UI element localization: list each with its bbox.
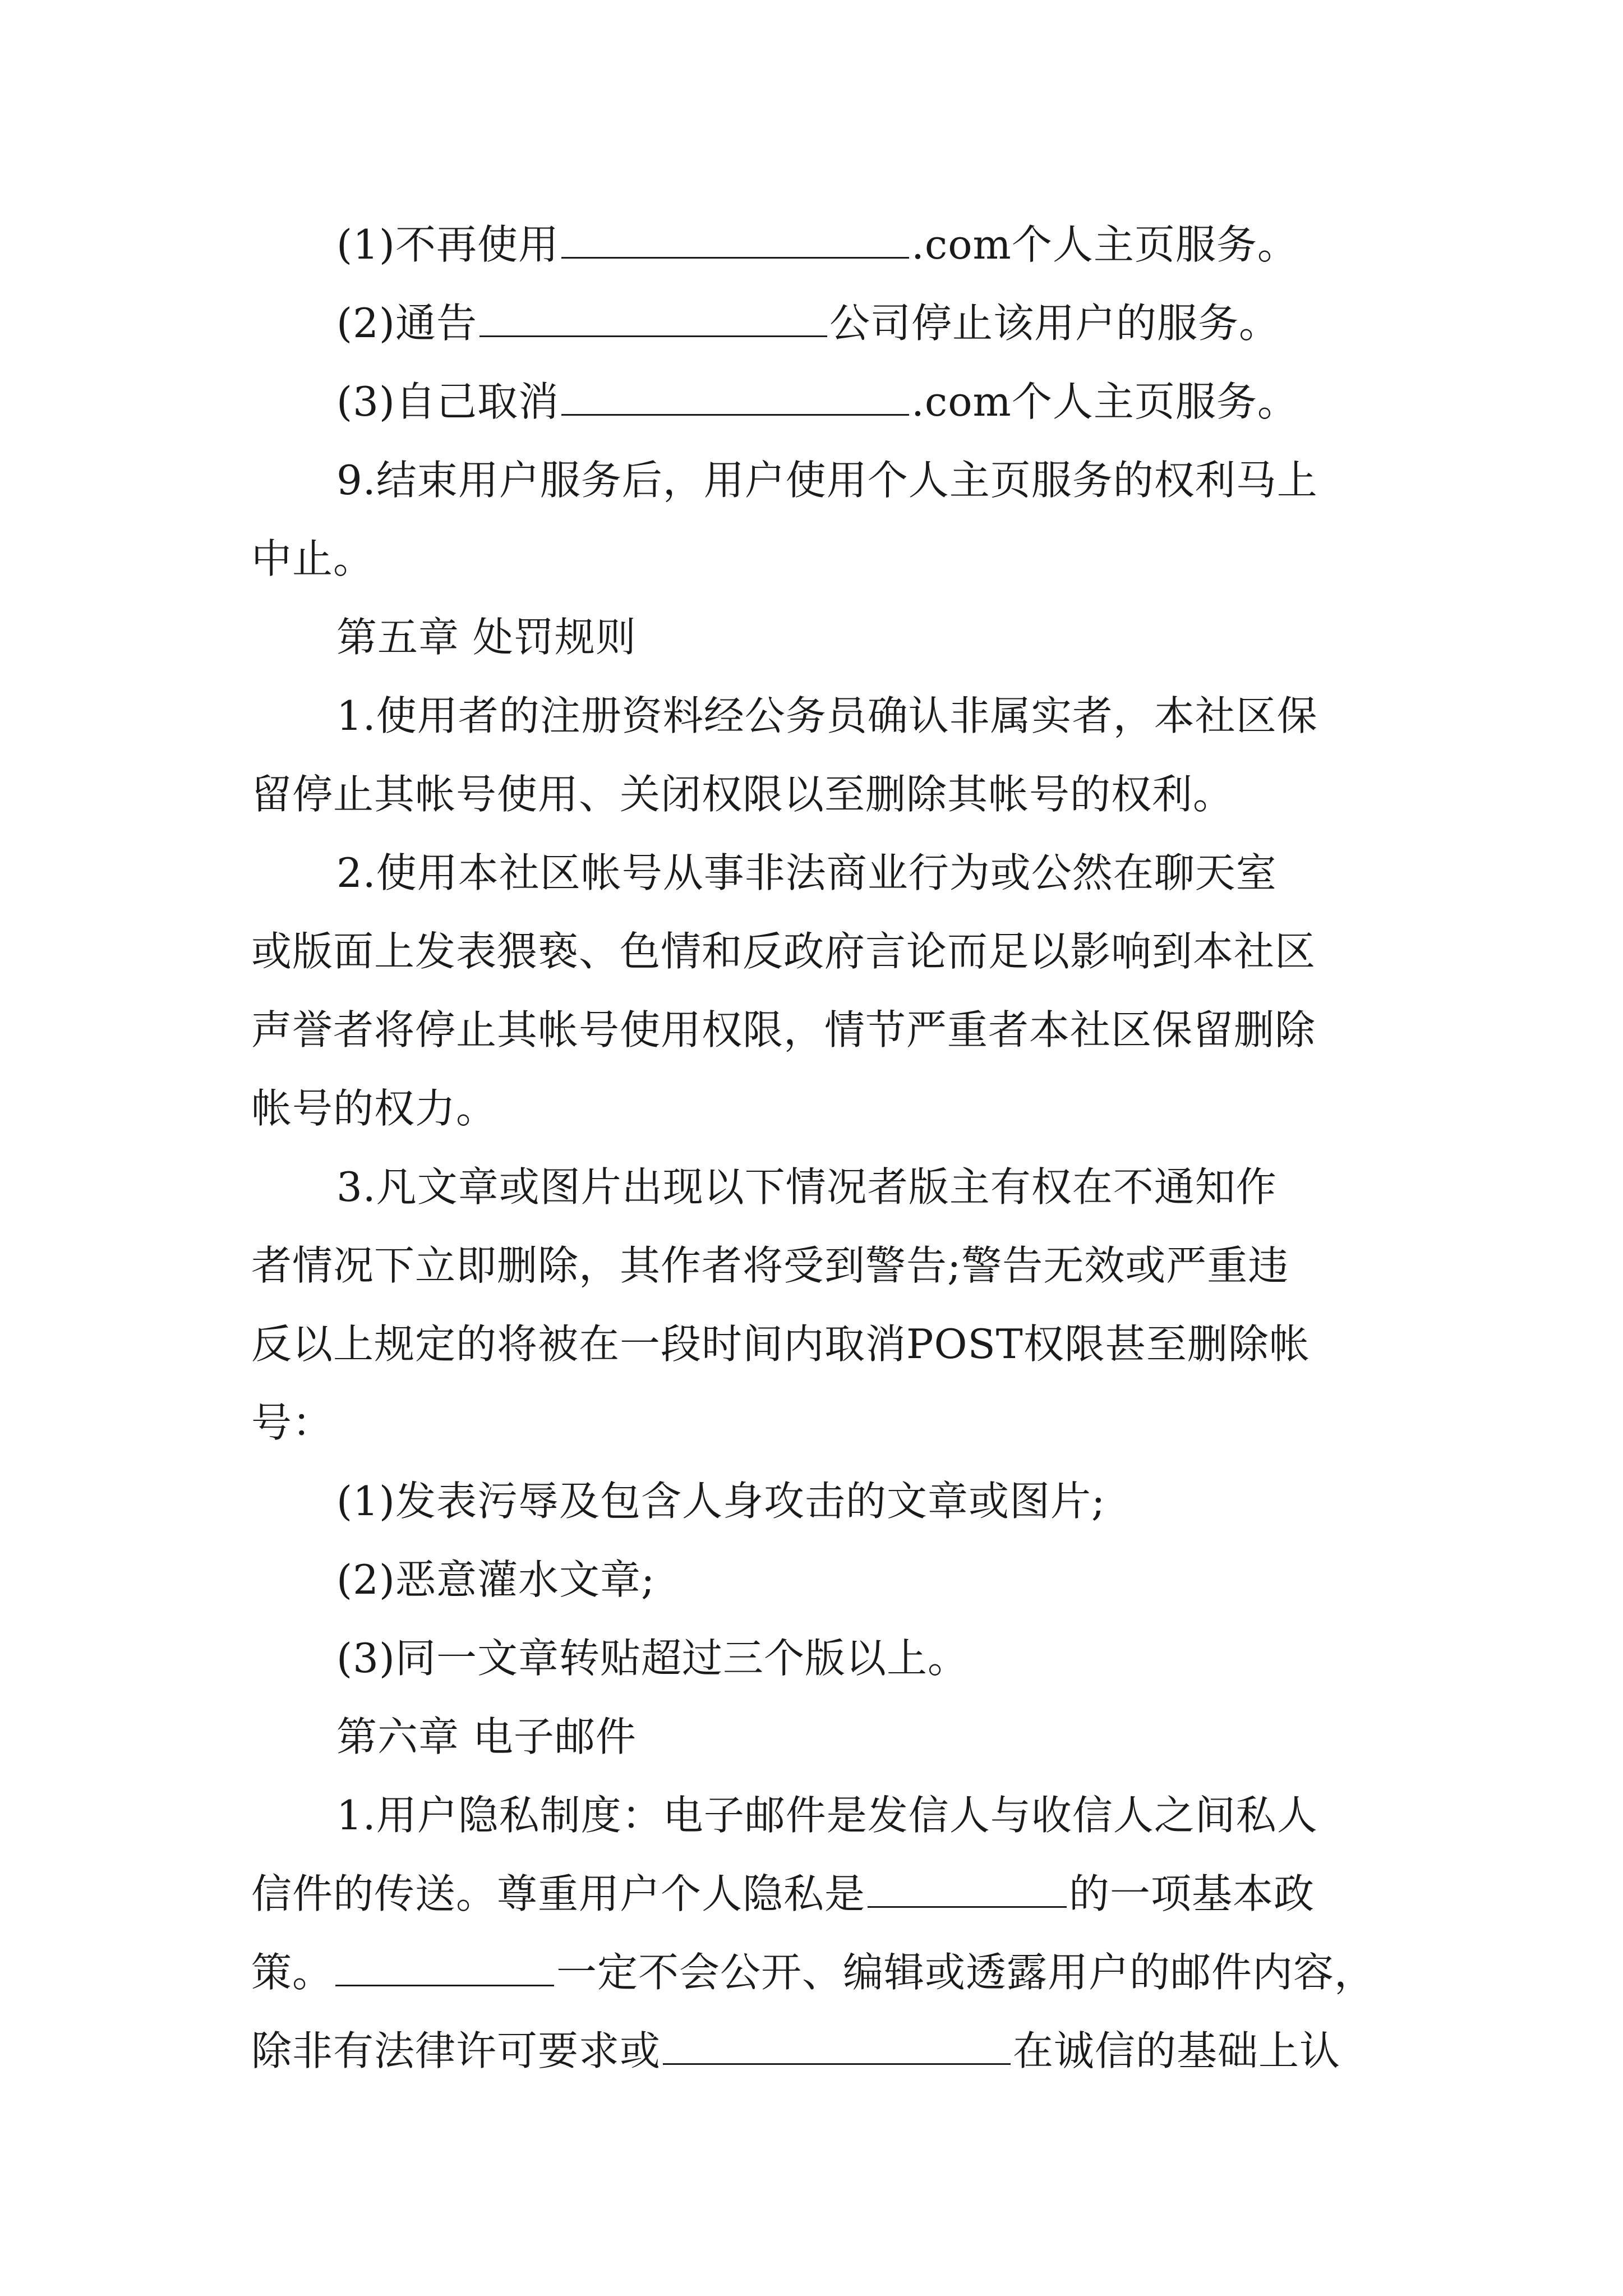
text-segment: (2)通告 <box>336 300 477 347</box>
text-line <box>251 1933 1375 2012</box>
text-segment: 公司停止该用户的服务。 <box>829 300 1280 347</box>
fill-blank <box>561 372 909 416</box>
text-line: 2.使用本社区帐号从事非法商业行为或公然在聊天室 <box>336 849 1277 896</box>
text-line: (3)同一文章转贴超过三个版以上。 <box>336 1635 969 1682</box>
text-line: 或版面上发表猥亵、色情和反政府言论而足以影响到本社区 <box>251 928 1316 975</box>
text-line: 1.用户隐私制度：电子邮件是发信人与收信人之间私人 <box>336 1792 1318 1839</box>
text-line: 帐号的权力。 <box>251 1085 497 1132</box>
text-segment: 除非有法律许可要求或 <box>251 2027 661 2074</box>
chapter-heading: 第六章 电子邮件 <box>336 1713 637 1760</box>
fill-blank <box>663 2022 1011 2065</box>
fill-blank <box>561 215 909 259</box>
text-line: 中止。 <box>251 535 375 582</box>
fill-blank <box>868 1865 1067 1908</box>
text-line: 9.结束用户服务后，用户使用个人主页服务的权利马上 <box>336 457 1318 504</box>
text-line: 号： <box>251 1399 334 1446</box>
text-line: 留停止其帐号使用、关闭权限以至删除其帐号的权利。 <box>251 771 1234 818</box>
text-segment: 在诚信的基础上认 <box>1013 2027 1341 2074</box>
text-line <box>336 362 1298 441</box>
text-line <box>251 1855 1315 1933</box>
text-segment: (1)不再使用 <box>336 221 559 268</box>
chapter-heading: 第五章 处罚规则 <box>336 614 637 661</box>
text-line: 声誉者将停止其帐号使用权限，情节严重者本社区保留删除 <box>251 1006 1316 1053</box>
text-segment: .com个人主页服务。 <box>911 378 1298 425</box>
text-line <box>336 205 1298 284</box>
text-segment: (3)自己取消 <box>336 378 559 425</box>
text-line: (2)恶意灌水文章; <box>336 1556 656 1603</box>
text-segment: .com个人主页服务。 <box>911 221 1298 268</box>
text-line: (1)发表污辱及包含人身攻击的文章或图片; <box>336 1478 1106 1525</box>
text-line: 3.凡文章或图片出现以下情况者版主有权在不通知作 <box>336 1163 1277 1211</box>
fill-blank <box>479 294 827 337</box>
text-line: 反以上规定的将被在一段时间内取消POST权限甚至删除帐 <box>251 1320 1310 1368</box>
text-line <box>251 2012 1340 2090</box>
text-segment: 的一项基本政 <box>1069 1870 1315 1917</box>
text-segment: 策。 <box>251 1949 334 1996</box>
fill-blank <box>335 1943 554 1986</box>
text-segment: 一定不会公开、编辑或透露用户的邮件内容， <box>556 1949 1376 1996</box>
text-line: 者情况下立即删除，其作者将受到警告;警告无效或严重违 <box>251 1242 1289 1289</box>
text-segment: 信件的传送。尊重用户个人隐私是 <box>251 1870 866 1917</box>
text-line: 1.使用者的注册资料经公务员确认非属实者，本社区保 <box>336 692 1318 739</box>
text-line <box>336 284 1280 362</box>
